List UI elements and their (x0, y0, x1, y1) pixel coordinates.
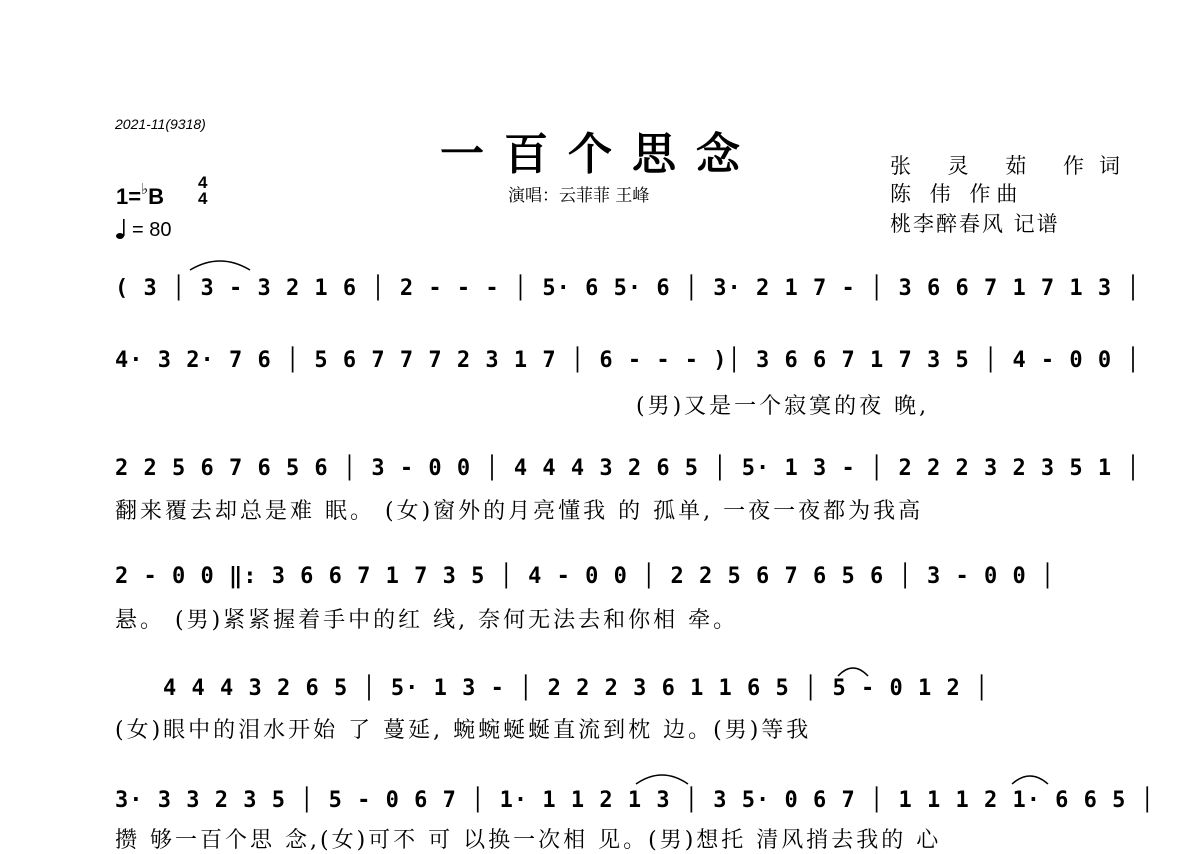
staff-line-2-notes: 4· 3 2· 7 6 │ 5 6 7 7 7 2 3 1 7 │ 6 - - - )│ 3 6 6 7 1 7 3 5 │ 4 - 0 0 │ (115, 348, 1141, 373)
staff-line-3-lyrics: 翻来覆去却总是难 眠。 (女)窗外的月亮懂我 的 孤单, 一夜一夜都为我高 (115, 499, 924, 524)
flat-sign: ♭ (141, 181, 149, 198)
slur-arc (838, 668, 868, 676)
transcriber-credit: 桃李醉春风 记谱 (890, 212, 1060, 236)
edition-label: 2021-11(9318) (115, 116, 206, 132)
staff-line-4-notes: 2 - 0 0 ‖: 3 6 6 7 1 7 3 5 │ 4 - 0 0 │ 2 2 5 6 7 6 5 6 │ 3 - 0 0 │ (115, 564, 1056, 589)
staff-line-1-notes: ( 3 │ 3 - 3 2 1 6 │ 2 - - - │ 5· 6 5· 6 │ 3· 2 1 7 - │ 3 6 6 7 1 7 1 3 │ (115, 276, 1141, 301)
slur-arc (1012, 776, 1048, 784)
slur-arc (190, 261, 250, 270)
tempo-value: = 80 (132, 219, 172, 241)
meter-bottom: 4 (198, 189, 208, 208)
staff-line-3-notes: 2 2 5 6 7 6 5 6 │ 3 - 0 0 │ 4 4 4 3 2 6 5 │ 5· 1 3 - │ 2 2 2 3 2 3 5 1 │ (115, 456, 1141, 481)
staff-line-6-notes: 3· 3 3 2 3 5 │ 5 - 0 6 7 │ 1· 1 1 2 1 3 │ 3 5· 0 6 7 │ 1 1 1 2 1· 6 6 5 │ (115, 788, 1155, 813)
composer-credit: 陈 伟 作曲 (890, 182, 1024, 206)
staff-line-6-lyrics: 攒 够一百个思 念,(女)可不 可 以换一次相 见。(男)想托 清风捎去我的 心 (115, 828, 942, 853)
meter-top: 4 (198, 173, 208, 192)
staff-line-2-lyrics: (男)又是一个寂寞的夜 晚, (636, 394, 930, 419)
song-title: 一百个思念 (440, 129, 760, 180)
staff-line-5-notes: 4 4 4 3 2 6 5 │ 5· 1 3 - │ 2 2 2 3 6 1 1 6 5 │ 5 - 0 1 2 │ (163, 676, 990, 701)
singers-label: 演唱：云菲菲 王峰 (508, 186, 650, 206)
lyricist-credit: 张 灵 茹 作词 (890, 154, 1136, 178)
staff-line-5-lyrics: (女)眼中的泪水开始 了 蔓延, 蜿蜿蜒蜒直流到枕 边。(男)等我 (115, 718, 812, 743)
slur-arc (636, 775, 688, 784)
key-note: B (148, 184, 165, 209)
key-prefix: 1= (116, 184, 142, 209)
staff-line-4-lyrics: 悬。 (男)紧紧握着手中的红 线, 奈何无法去和你相 牵。 (115, 608, 739, 633)
